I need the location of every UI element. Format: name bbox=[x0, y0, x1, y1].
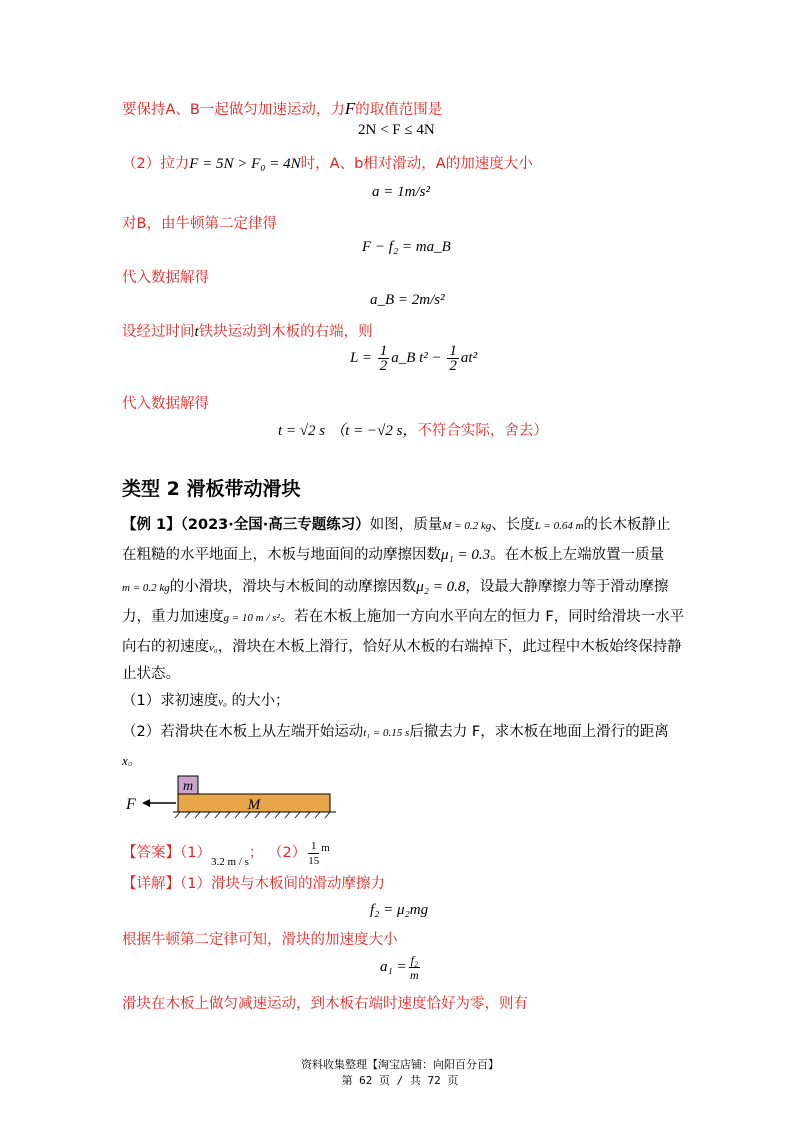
answer-1-label: （1） bbox=[180, 845, 211, 861]
question-1 bbox=[122, 691, 290, 712]
frac-den: 2 bbox=[379, 358, 388, 374]
force-label: F bbox=[126, 796, 136, 813]
text: ，设最大静摩擦力等于滑动摩擦 bbox=[465, 579, 669, 595]
board-figure bbox=[118, 772, 348, 822]
text: 铁块运动到木板的右端，则 bbox=[198, 324, 373, 340]
page-number: 第 62 页 / 共 72 页 bbox=[341, 1074, 459, 1087]
detail-line-2: 根据牛顿第二定律可知，滑块的加速度大小 bbox=[122, 932, 398, 948]
a1-left: a₁ = bbox=[380, 958, 407, 975]
answer-1-value: 3.2 m / s bbox=[210, 856, 249, 868]
detail-tag: 【详解】 bbox=[122, 876, 180, 892]
text: （1）求初速度 bbox=[122, 693, 219, 709]
fraction-half-2 bbox=[447, 344, 459, 373]
board-label: M bbox=[247, 797, 261, 813]
minus: − bbox=[431, 349, 442, 366]
text: ，滑块在木板上滑行，恰好从木板的右端掉下，此过程中木板始终保持静 bbox=[217, 639, 682, 655]
t-equation: t = √2 s bbox=[278, 423, 326, 439]
question-2-x: x。 bbox=[122, 753, 141, 768]
example-line-1 bbox=[122, 515, 671, 536]
t-negative: （t = −√2 s， bbox=[330, 423, 418, 439]
part-text: 时，A、b相对滑动，A的加速度大小 bbox=[300, 156, 533, 172]
frac-num: 1 bbox=[449, 343, 457, 359]
question-2 bbox=[122, 722, 669, 743]
answer-line bbox=[122, 838, 330, 872]
footer-source: 资料收集整理【淘宝店铺：向阳百分百】 bbox=[301, 1058, 499, 1071]
aB-equation: a_B = 2m/s² bbox=[370, 292, 445, 308]
solution-line-1 bbox=[122, 98, 442, 119]
m-equation: m = 0.2 kg bbox=[122, 582, 170, 594]
v0: v₀ bbox=[218, 696, 227, 708]
text: 要保持A、B一起做匀加速运动，力 bbox=[122, 102, 345, 118]
text: 、长度 bbox=[491, 517, 535, 533]
answer-2-label: （2） bbox=[268, 845, 307, 861]
text: 力，重力加速度 bbox=[122, 609, 224, 625]
solution-part-2 bbox=[122, 152, 533, 173]
answer-2-unit: m bbox=[321, 842, 330, 854]
frac-den: 15 bbox=[308, 854, 320, 867]
text: （2）若滑块在木板上从左端开始运动 bbox=[122, 724, 364, 740]
example-line-3 bbox=[122, 577, 668, 598]
example-tag: 【例 1】 bbox=[122, 517, 181, 533]
text: 。若在木板上施加一方向水平向左的恒力 F，同时给滑块一水平 bbox=[279, 609, 685, 625]
time-text bbox=[122, 320, 373, 341]
text: 向右的初速度 bbox=[122, 639, 209, 655]
example-line-6: 止状态。 bbox=[122, 666, 180, 682]
mu2-equation: μ₂ = 0.8 bbox=[416, 579, 466, 595]
small-block-label: m bbox=[182, 779, 194, 794]
frac-num: f₂ bbox=[410, 953, 419, 967]
v0: v₀ bbox=[209, 642, 218, 654]
fraction-half bbox=[378, 344, 390, 373]
substitute-text-1: 代入数据解得 bbox=[122, 270, 209, 286]
var-F: F bbox=[344, 99, 356, 118]
text: 的大小； bbox=[226, 693, 290, 709]
var-t: t bbox=[194, 324, 199, 340]
t1-equation: t₁ = 0.15 s bbox=[363, 727, 410, 739]
text: 设经过时间 bbox=[122, 324, 195, 340]
example-line-2 bbox=[122, 545, 664, 565]
M-equation: M = 0.2 kg bbox=[442, 520, 492, 532]
g-equation: g = 10 m / s² bbox=[223, 612, 280, 624]
accel-equation: a = 1m/s² bbox=[372, 184, 430, 200]
text: 如图，质量 bbox=[369, 517, 443, 533]
L-left: L = bbox=[350, 349, 372, 366]
frac-den: m bbox=[410, 968, 419, 982]
detail-line-1 bbox=[122, 874, 385, 894]
range-equation: 2N < F ≤ 4N bbox=[358, 122, 435, 138]
text: 的长木板静止 bbox=[583, 517, 671, 533]
separator: ； bbox=[248, 845, 264, 861]
text: 。在木板上左端放置一质量 bbox=[490, 547, 665, 563]
answer-tag: 【答案】 bbox=[122, 845, 180, 861]
L-value: L = 0.64 m bbox=[534, 520, 584, 532]
example-line-5 bbox=[122, 637, 682, 658]
part-label: （2）拉力 bbox=[122, 156, 190, 172]
answer-2-fraction bbox=[308, 839, 319, 868]
frac-num: 1 bbox=[379, 343, 388, 359]
example-line-4 bbox=[122, 607, 684, 628]
for-B-text: 对B，由牛顿第二定律得 bbox=[122, 216, 277, 232]
part2-equation: F = 5N > F₀ = 4N bbox=[189, 156, 301, 172]
frac-num: 1 bbox=[308, 839, 319, 854]
example-source: （2023·全国·高三专题练习） bbox=[180, 517, 370, 533]
text: 在粗糙的水平地面上，木板与地面间的动摩擦因数 bbox=[122, 547, 441, 563]
newton-equation: F − f₂ = ma_B bbox=[362, 239, 451, 255]
section-heading: 类型 2 滑板带动滑块 bbox=[122, 478, 301, 500]
friction-equation: f₂ = μ₂mg bbox=[370, 902, 429, 918]
L-equation bbox=[350, 344, 477, 373]
frac-den: 2 bbox=[449, 358, 457, 374]
force-arrowhead bbox=[142, 799, 150, 807]
t-reject: 不符合实际，舍去） bbox=[417, 423, 548, 439]
substitute-text-2: 代入数据解得 bbox=[122, 396, 209, 412]
mu1-equation: μ₁ = 0.3 bbox=[441, 547, 491, 563]
a1-fraction bbox=[409, 953, 421, 982]
text: 的取值范围是 bbox=[355, 102, 443, 118]
accel-fraction-equation bbox=[380, 953, 422, 982]
detail-line-3: 滑块在木板上做匀减速运动，到木板右端时速度恰好为零，则有 bbox=[122, 996, 528, 1012]
t-result bbox=[278, 419, 548, 440]
L-term-2: at² bbox=[460, 349, 478, 366]
text: （1）滑块与木板间的滑动摩擦力 bbox=[180, 876, 385, 892]
L-term-1: a_B t² bbox=[391, 349, 428, 366]
text: 后撤去力 F，求木板在地面上滑行的距离 bbox=[409, 724, 669, 740]
text: 的小滑块，滑块与木板间的动摩擦因数 bbox=[169, 579, 417, 595]
